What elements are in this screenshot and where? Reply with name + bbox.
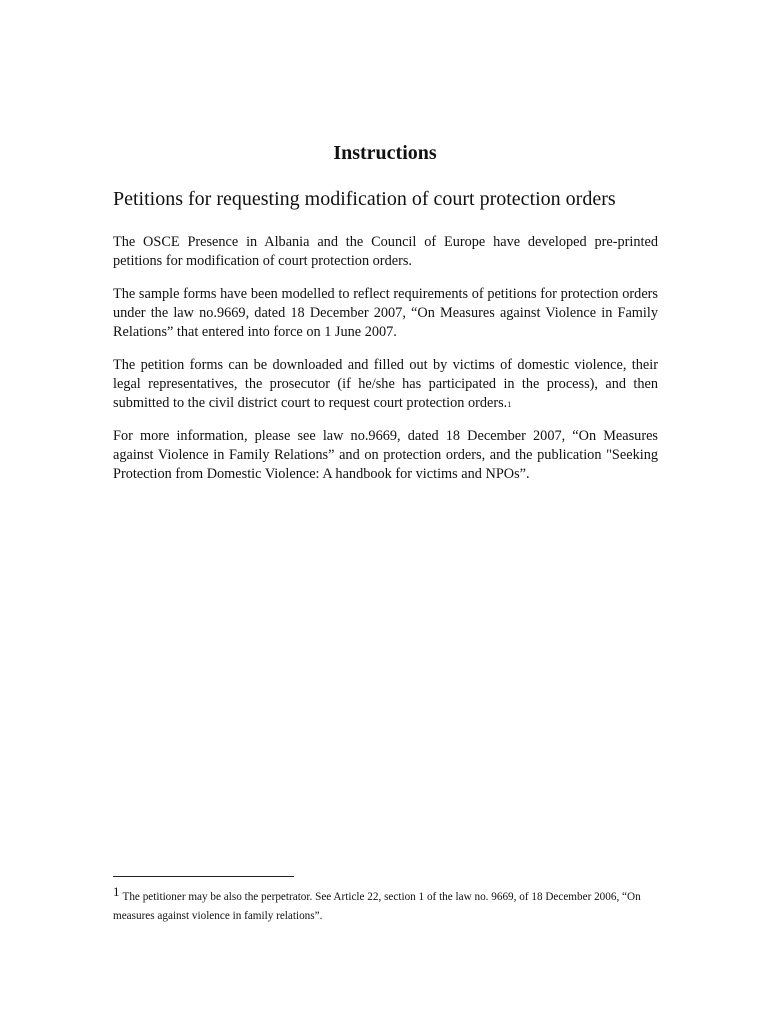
paragraph-sample-forms: The sample forms have been modelled to reflect requirements of petitions for protection orders under the law no.9669, dated 18 December 2007, “On Measures against Violence in Family Relations” that entered into force on 1 June 2007.	[113, 286, 658, 340]
document-subtitle: Petitions for requesting modification of court protection orders	[113, 188, 616, 210]
paragraph-osce-presence: The OSCE Presence in Albania and the Council of Europe have developed pre-printed petitions for modification of court protection orders.	[113, 234, 658, 269]
footnote-reference: 1	[507, 400, 512, 409]
footnote	[113, 882, 663, 926]
footnote-separator	[113, 876, 294, 877]
footnote-text: The petitioner may be also the perpetrator. See Article 22, section 1 of the law no. 9669, of 18 December 2006, “On measures against violence in family relations”.	[113, 891, 641, 922]
paragraph-petition-forms	[113, 356, 658, 414]
footnote-marker: 1	[113, 884, 120, 899]
paragraph-petition-forms-text: The petition forms can be downloaded and filled out by victims of domestic violence, their legal representatives, the prosecutor (if he/she has participated in the process), and then submitted to the civil district court to request court protection orders.	[113, 357, 658, 411]
paragraph-more-information: For more information, please see law no.9669, dated 18 December 2007, “On Measures against Violence in Family Relations” and on protection orders, and the publication "Seeking Protection from Domestic Violence: A handbook for victims and NPOs”.	[113, 428, 658, 482]
document-title: Instructions	[333, 142, 437, 164]
